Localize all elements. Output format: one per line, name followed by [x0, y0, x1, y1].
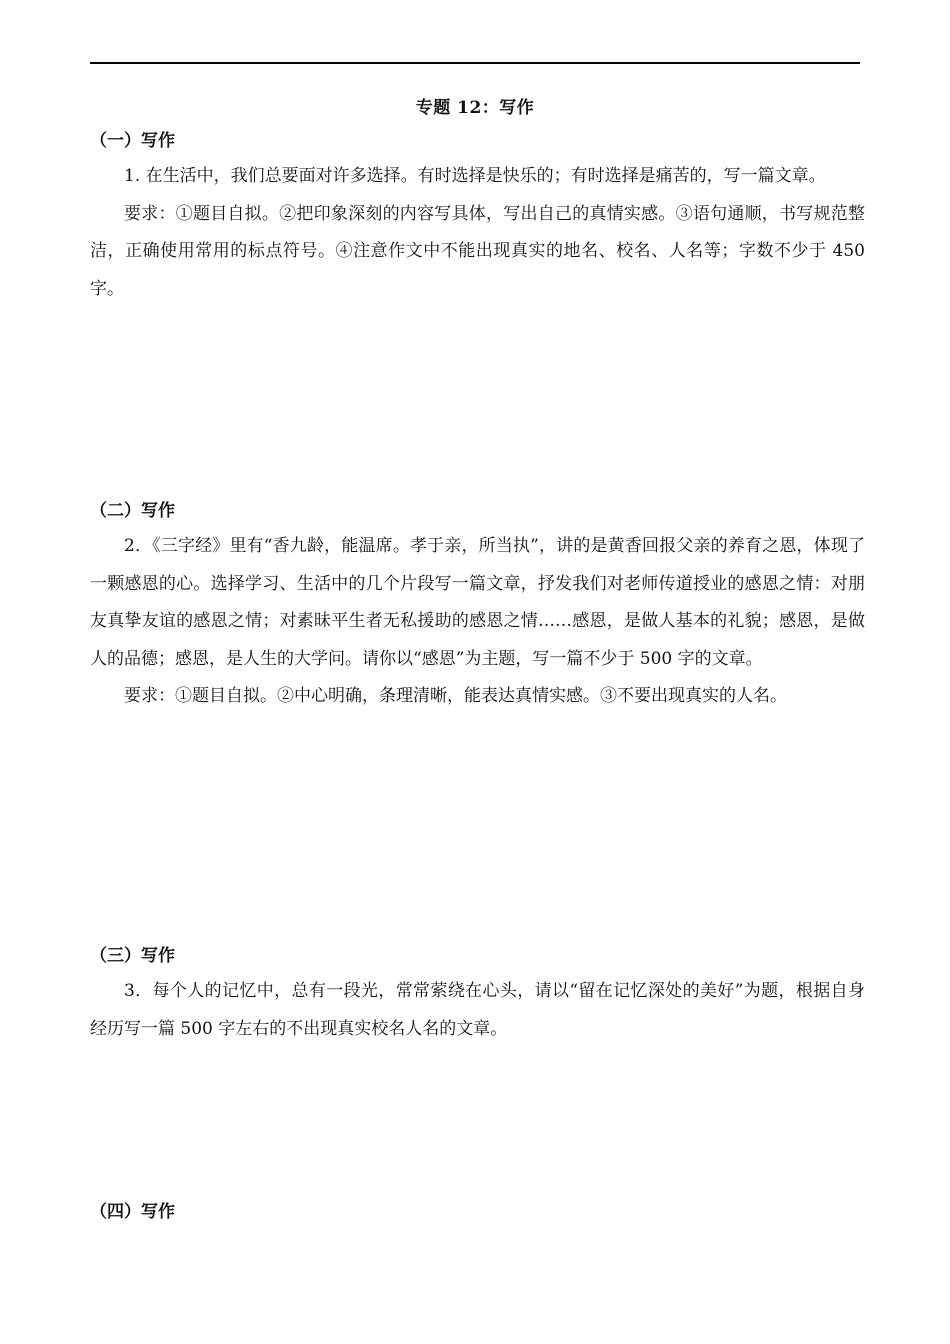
- requirements-paragraph: 要求：①题目自拟。②中心明确，条理清晰，能表达真情实感。③不要出现真实的人名。: [124, 686, 787, 706]
- question-paragraph: 1. 在生活中，我们总要面对许多选择。有时选择是快乐的；有时选择是痛苦的，写一篇文章。: [124, 166, 826, 186]
- section-heading: （四）写作: [90, 1202, 175, 1222]
- section-heading: （一）写作: [90, 131, 175, 151]
- section-2: [90, 499, 865, 716]
- section-3: [90, 944, 865, 1048]
- requirements-paragraph: 要求：①题目自拟。②把印象深刻的内容写具体，写出自己的真情实感。③语句通顺，书写规范整洁，正确使用常用的标点符号。④注意作文中不能出现真实的地名、校名、人名等；字数不少于 450 字。: [90, 203, 865, 299]
- page-title: 专题 12：写作: [415, 98, 535, 118]
- header-rule: [90, 62, 860, 64]
- section-heading: （二）写作: [90, 501, 175, 521]
- question-paragraph: 3．每个人的记忆中，总有一段光，常常萦绕在心头，请以“留在记忆深处的美好”为题，根据自身经历写一篇 500 字左右的不出现真实校名人名的文章。: [90, 981, 865, 1039]
- section-1: [90, 129, 865, 308]
- section-4: [90, 1200, 865, 1224]
- section-heading: （三）写作: [90, 946, 175, 966]
- question-paragraph: 2．《三字经》里有“香九龄，能温席。孝于亲，所当执”，讲的是黄香回报父亲的养育之恩，体现了一颗感恩的心。选择学习、生活中的几个片段写一篇文章，抒发我们对老师传道授业的感恩之情：对朋友真挚友谊的感恩之情；对素昧平生者无私援助的感恩之情……感恩，是做人基本的礼貌；感恩，是做人的品德；感恩，是人生的大学问。请你以“感恩”为主题，写一篇不少于 500 字的文章。: [90, 536, 865, 669]
